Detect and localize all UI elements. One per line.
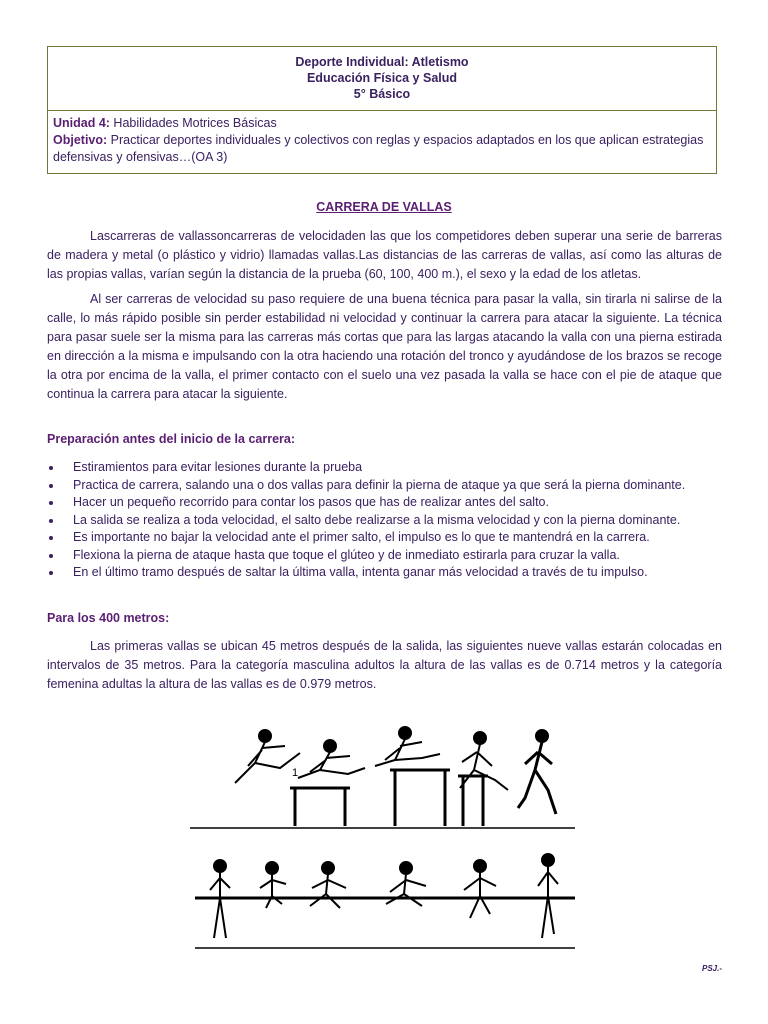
author-signature: PSJ.- (701, 964, 722, 973)
header-info-block (48, 111, 716, 170)
intro-paragraph-1: Lascarreras de vallassoncarreras de velocidaden las que los competidores deben superar una serie de barreras de madera y metal (o plástico y vidrio) llamadas vallas.Las distancias de las carreras de vallas, así como las alturas de las propias vallas, varían según la distancia de la prueba (60, 100, 400 m.), el sexo y la edad de los atletas. (47, 229, 722, 281)
header-box (47, 46, 717, 174)
list-item: La salida se realiza a toda velocidad, el salto debe realizarse a la misma velocidad y con la pierna dominante. (47, 512, 722, 530)
objective-label: Objetivo: (53, 133, 108, 147)
unit-label: Unidad 4: (53, 116, 110, 130)
list-item: En el último tramo después de saltar la última valla, intenta ganar más velocidad a través de tu impulso. (47, 564, 722, 582)
m400-paragraph: Las primeras vallas se ubican 45 metros después de la salida, las siguientes nueve vallas estarán colocadas en intervalos de 35 metros. Para la categoría masculina adultos la altura de las vallas es de 0.714 metros y la categoría femenina adultas la altura de las vallas es de 0.979 metros. (47, 639, 722, 691)
list-item: Estiramientos para evitar lesiones durante la prueba (47, 459, 722, 477)
header-line-1: Deporte Individual: Atletismo (295, 55, 469, 69)
prep-heading: Preparación antes del inicio de la carrera: (47, 432, 296, 446)
objective-row (53, 132, 711, 166)
unit-row (53, 115, 711, 132)
objective-text: Practicar deportes individuales y colectivos con reglas y espacios adaptados en los que aplican estrategias defensivas y ofensivas…(OA 3) (53, 133, 704, 164)
list-item: Hacer un pequeño recorrido para contar los pasos que has de realizar antes del salto. (47, 494, 722, 512)
intro-paragraph-2: Al ser carreras de velocidad su paso requiere de una buena técnica para pasar la valla, sin tirarla ni salirse de la calle, lo más rápido posible sin perder estabilidad ni velocidad y continuar la carrera para atacar la siguiente. La técnica para pasar suele ser la misma para las carreras más cortas que para las largas atacando la valla con una pierna estirada en dirección a la misma e impulsando con la otra haciendo una rotación del tronco y ayudándose de los brazos se recoge la otra por encima de la valla, el primer contacto con el suelo una vez pasada la valla se hace con el pie de ataque que continua la carrera para atacar la siguiente. (47, 292, 722, 401)
m400-heading: Para los 400 metros: (47, 611, 170, 625)
prep-list (47, 459, 722, 582)
front-figure-3 (310, 862, 346, 908)
front-figure-5 (464, 860, 496, 918)
unit-text: Habilidades Motrices Básicas (109, 116, 277, 130)
hurdle-technique-illustration (190, 708, 580, 958)
front-figure-2 (260, 862, 286, 908)
header-line-2: Educación Física y Salud (306, 71, 458, 85)
header-title-block (48, 47, 716, 111)
front-view-sequence (195, 854, 575, 948)
list-item: Flexiona la pierna de ataque hasta que toque el glúteo y de inmediato estirarla para cruzar la valla. (47, 547, 722, 565)
list-item: Practica de carrera, salando una o dos vallas para definir la pierna de ataque ya que será la pierna dominante. (47, 477, 722, 495)
header-line-3: 5° Básico (353, 87, 411, 101)
front-figure-6 (538, 854, 558, 938)
side-view-sequence (190, 727, 575, 828)
hurdle-number-label: 1 (292, 767, 299, 779)
list-item: Es importante no bajar la velocidad ante el primer salto, el impulso es lo que te mantendrá en la carrera. (47, 529, 722, 547)
page-title: CARRERA DE VALLAS (316, 200, 452, 214)
